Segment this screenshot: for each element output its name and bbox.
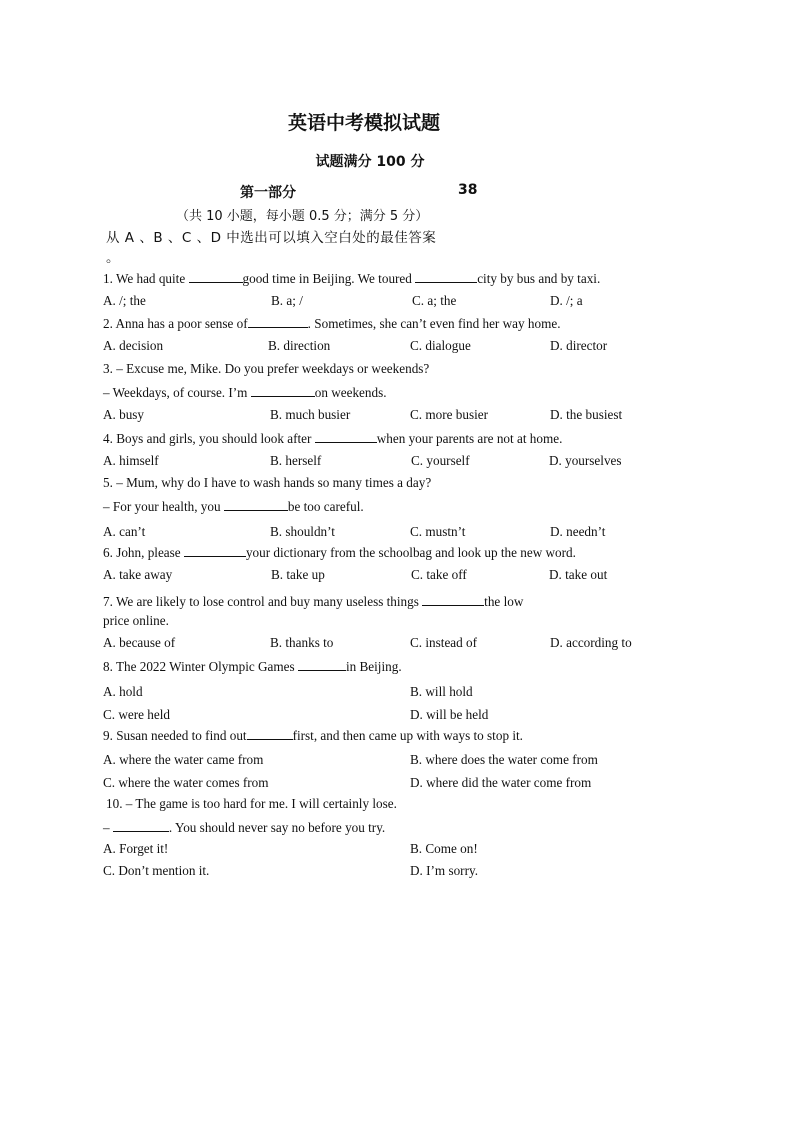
question-3-option-c: C. more busier [410, 407, 489, 422]
question-5-option-a: A. can’t [103, 524, 146, 539]
question-8-option-c: C. were held [103, 707, 171, 722]
question-10-option-b: B. Come on! [410, 841, 478, 856]
question-3-stem: 3. – Excuse me, Mike. Do you prefer weekdays or weekends? [103, 361, 430, 376]
question-7-option-a: A. because of [103, 635, 176, 650]
question-10-option-c: C. Don’t mention it. [103, 863, 210, 878]
answer-blank [189, 270, 243, 283]
answer-blank [113, 819, 169, 832]
page-title: 英语中考模拟试题 [287, 112, 440, 134]
question-10-option-d: D. I’m sorry. [410, 863, 478, 878]
question-4-option-c: C. yourself [411, 453, 470, 468]
question-3-option-b: B. much busier [270, 407, 351, 422]
question-10-option-a: A. Forget it! [103, 841, 169, 856]
answer-blank [415, 270, 477, 283]
question-5-stem: 5. – Mum, why do I have to wash hands so many times a day? [103, 475, 432, 490]
full-score: 试题满分 100 分 [315, 154, 425, 170]
question-4-stem: 4. Boys and girls, you should look after when your parents are not at home. [103, 431, 563, 446]
section-instruction-end: 。 [106, 250, 120, 266]
question-1-option-b: B. a; / [271, 293, 303, 308]
question-2-option-a: A. decision [103, 338, 164, 353]
question-8-stem: 8. The 2022 Winter Olympic Games in Beijing. [103, 659, 402, 674]
question-8-option-a: A. hold [103, 684, 143, 699]
question-1-option-d: D. /; a [550, 293, 583, 308]
question-1-option-c: C. a; the [412, 293, 457, 308]
question-10-stem: 10. – The game is too hard for me. I will certainly lose. [106, 796, 397, 811]
answer-blank [251, 384, 315, 397]
section-score: 38 [458, 182, 478, 198]
question-9-option-a: A. where the water came from [103, 752, 264, 767]
answer-blank [315, 430, 377, 443]
question-3-option-d: D. the busiest [550, 407, 623, 422]
answer-blank [422, 593, 484, 606]
question-7-stem: 7. We are likely to lose control and buy many useless things the low [103, 594, 524, 609]
question-1-option-a: A. /; the [103, 293, 146, 308]
question-9-option-b: B. where does the water come from [410, 752, 598, 767]
question-8-option-d: D. will be held [410, 707, 489, 722]
question-7-option-b: B. thanks to [270, 635, 334, 650]
question-5-option-b: B. shouldn’t [270, 524, 335, 539]
question-6-stem: 6. John, please your dictionary from the schoolbag and look up the new word. [103, 545, 576, 560]
question-6-option-a: A. take away [103, 567, 173, 582]
question-7-option-d: D. according to [550, 635, 632, 650]
section-instruction: 从 A 、B 、C 、D 中选出可以填入空白处的最佳答案 [106, 230, 437, 246]
question-8-option-b: B. will hold [410, 684, 473, 699]
question-4-option-a: A. himself [103, 453, 159, 468]
question-9-option-c: C. where the water comes from [103, 775, 269, 790]
question-9-option-d: D. where did the water come from [410, 775, 592, 790]
question-7-stem-continued: price online. [103, 613, 169, 628]
question-5-option-c: C. mustn’t [410, 524, 466, 539]
question-1-stem: 1. We had quite good time in Beijing. We toured city by bus and by taxi. [103, 271, 601, 286]
question-7-option-c: C. instead of [410, 635, 478, 650]
question-6-option-c: C. take off [411, 567, 467, 582]
question-2-option-d: D. director [550, 338, 608, 353]
answer-blank [184, 544, 246, 557]
answer-blank [298, 658, 346, 671]
question-2-option-c: C. dialogue [410, 338, 471, 353]
answer-blank [224, 498, 288, 511]
answer-blank [247, 727, 293, 740]
question-5-stem-reply: – For your health, you be too careful. [103, 499, 364, 514]
question-4-option-b: B. herself [270, 453, 322, 468]
question-4-option-d: D. yourselves [549, 453, 622, 468]
question-6-option-b: B. take up [271, 567, 325, 582]
question-3-stem-reply: – Weekdays, of course. I’m on weekends. [103, 385, 387, 400]
question-9-stem: 9. Susan needed to find out first, and then came up with ways to stop it. [103, 728, 523, 743]
question-2-option-b: B. direction [268, 338, 331, 353]
question-3-option-a: A. busy [103, 407, 145, 422]
question-2-stem: 2. Anna has a poor sense of . Sometimes, she can’t even find her way home. [103, 316, 561, 331]
question-10-stem-reply: – . You should never say no before you try. [103, 820, 386, 835]
section-name: 第一部分 [240, 185, 296, 201]
question-6-option-d: D. take out [549, 567, 608, 582]
section-note: （共 10 小题，每小题 0.5 分；满分 5 分） [176, 209, 429, 224]
answer-blank [248, 315, 308, 328]
question-5-option-d: D. needn’t [550, 524, 606, 539]
